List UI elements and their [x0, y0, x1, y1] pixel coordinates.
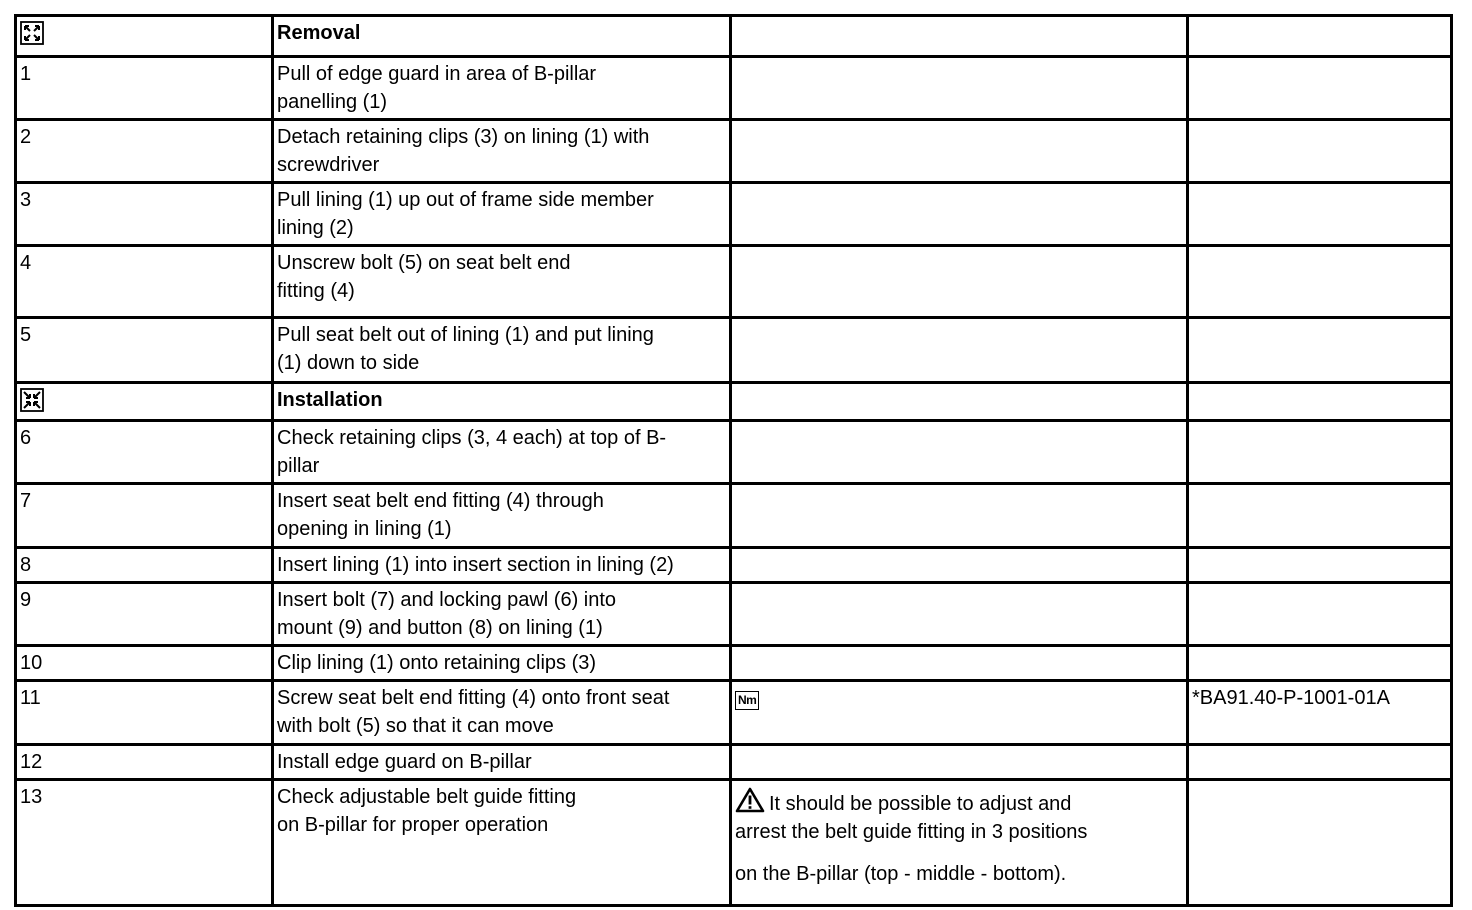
empty-cell	[1188, 120, 1452, 183]
section-row-installation	[16, 383, 1452, 421]
section-row-removal	[16, 16, 1452, 57]
step-number: 3	[16, 183, 273, 246]
step-row	[16, 646, 1452, 681]
warning-note	[731, 780, 1188, 906]
step-text-line: Clip lining (1) onto retaining clips (3)	[277, 652, 597, 674]
empty-cell	[731, 16, 1188, 57]
step-text	[273, 318, 731, 383]
step-text-line: screwdriver	[277, 154, 380, 176]
empty-cell	[1188, 246, 1452, 318]
step-row	[16, 583, 1452, 646]
step-text-line: Insert lining (1) into insert section in lining (2)	[277, 554, 674, 576]
step-row	[16, 120, 1452, 183]
step-row	[16, 246, 1452, 318]
section-icon-cell	[16, 16, 273, 57]
expand-arrows-icon	[20, 21, 44, 45]
collapse-arrows-icon	[20, 388, 44, 412]
empty-cell	[731, 745, 1188, 780]
section-title: Installation	[273, 383, 731, 421]
empty-cell	[731, 421, 1188, 484]
step-number: 5	[16, 318, 273, 383]
step-text-line: Pull of edge guard in area of B-pillar	[277, 63, 597, 85]
step-text-line: Insert seat belt end fitting (4) through	[277, 490, 604, 512]
step-text	[273, 183, 731, 246]
empty-cell	[1188, 57, 1452, 120]
step-text	[273, 745, 731, 780]
step-text	[273, 57, 731, 120]
empty-cell	[731, 646, 1188, 681]
procedure-table	[14, 14, 1453, 907]
empty-cell	[1188, 484, 1452, 548]
step-text-line: panelling (1)	[277, 91, 388, 113]
step-text-line: with bolt (5) so that it can move	[277, 715, 554, 737]
step-number: 8	[16, 548, 273, 583]
step-text-line: Pull lining (1) up out of frame side member	[277, 189, 654, 211]
empty-cell	[731, 583, 1188, 646]
empty-cell	[731, 318, 1188, 383]
step-text-line: Screw seat belt end fitting (4) onto front seat	[277, 687, 670, 709]
step-number: 10	[16, 646, 273, 681]
step-text	[273, 120, 731, 183]
empty-cell	[731, 120, 1188, 183]
step-text	[273, 646, 731, 681]
step-text-line: pillar	[277, 455, 320, 477]
step-text	[273, 583, 731, 646]
step-row	[16, 57, 1452, 120]
empty-cell	[1188, 183, 1452, 246]
empty-cell	[731, 183, 1188, 246]
empty-cell	[731, 246, 1188, 318]
empty-cell	[1188, 745, 1452, 780]
step-text	[273, 681, 731, 745]
step-row	[16, 421, 1452, 484]
warning-text-line: arrest the belt guide fitting in 3 positions	[735, 821, 1088, 843]
step-text-line: Check retaining clips (3, 4 each) at top of B-	[277, 427, 667, 449]
empty-cell	[1188, 780, 1452, 906]
warning-line	[735, 787, 1182, 818]
step-text-line: fitting (4)	[277, 280, 355, 302]
step-text	[273, 780, 731, 906]
warning-triangle-icon	[735, 787, 765, 813]
empty-cell	[731, 57, 1188, 120]
warning-text-line: It should be possible to adjust and	[769, 793, 1072, 815]
step-number: 12	[16, 745, 273, 780]
step-row	[16, 681, 1452, 745]
empty-cell	[1188, 383, 1452, 421]
step-text	[273, 246, 731, 318]
empty-cell	[1188, 548, 1452, 583]
step-row	[16, 318, 1452, 383]
step-row	[16, 183, 1452, 246]
warning-text-line: on the B-pillar (top - middle - bottom).	[735, 863, 1067, 885]
step-number: 6	[16, 421, 273, 484]
step-text-line: on B-pillar for proper operation	[277, 814, 549, 836]
empty-cell	[1188, 421, 1452, 484]
step-text-line: opening in lining (1)	[277, 518, 452, 540]
step-text-line: Check adjustable belt guide fitting	[277, 786, 577, 808]
step-text-line: mount (9) and button (8) on lining (1)	[277, 617, 603, 639]
empty-cell	[1188, 16, 1452, 57]
torque-cell	[731, 681, 1188, 745]
empty-cell	[1188, 646, 1452, 681]
step-text	[273, 548, 731, 583]
torque-badge[interactable]: Nm	[735, 691, 759, 710]
step-row	[16, 780, 1452, 906]
empty-cell	[731, 383, 1188, 421]
step-row	[16, 484, 1452, 548]
empty-cell	[731, 548, 1188, 583]
step-number: 4	[16, 246, 273, 318]
empty-cell	[1188, 583, 1452, 646]
step-number: 13	[16, 780, 273, 906]
step-text-line: lining (2)	[277, 217, 354, 239]
step-text	[273, 484, 731, 548]
section-icon-cell	[16, 383, 273, 421]
empty-cell	[731, 484, 1188, 548]
step-text-line: Detach retaining clips (3) on lining (1) with	[277, 126, 650, 148]
step-text	[273, 421, 731, 484]
step-text-line: (1) down to side	[277, 352, 420, 374]
step-number: 11	[16, 681, 273, 745]
step-number: 1	[16, 57, 273, 120]
reference-link[interactable]: *BA91.40-P-1001-01A	[1188, 681, 1452, 745]
step-text-line: Insert bolt (7) and locking pawl (6) into	[277, 589, 617, 611]
step-row	[16, 745, 1452, 780]
step-row	[16, 548, 1452, 583]
step-number: 7	[16, 484, 273, 548]
empty-cell	[1188, 318, 1452, 383]
section-title: Removal	[273, 16, 731, 57]
step-number: 9	[16, 583, 273, 646]
step-number: 2	[16, 120, 273, 183]
step-text-line: Install edge guard on B-pillar	[277, 751, 532, 773]
step-text-line: Pull seat belt out of lining (1) and put lining	[277, 324, 654, 346]
step-text-line: Unscrew bolt (5) on seat belt end	[277, 252, 571, 274]
